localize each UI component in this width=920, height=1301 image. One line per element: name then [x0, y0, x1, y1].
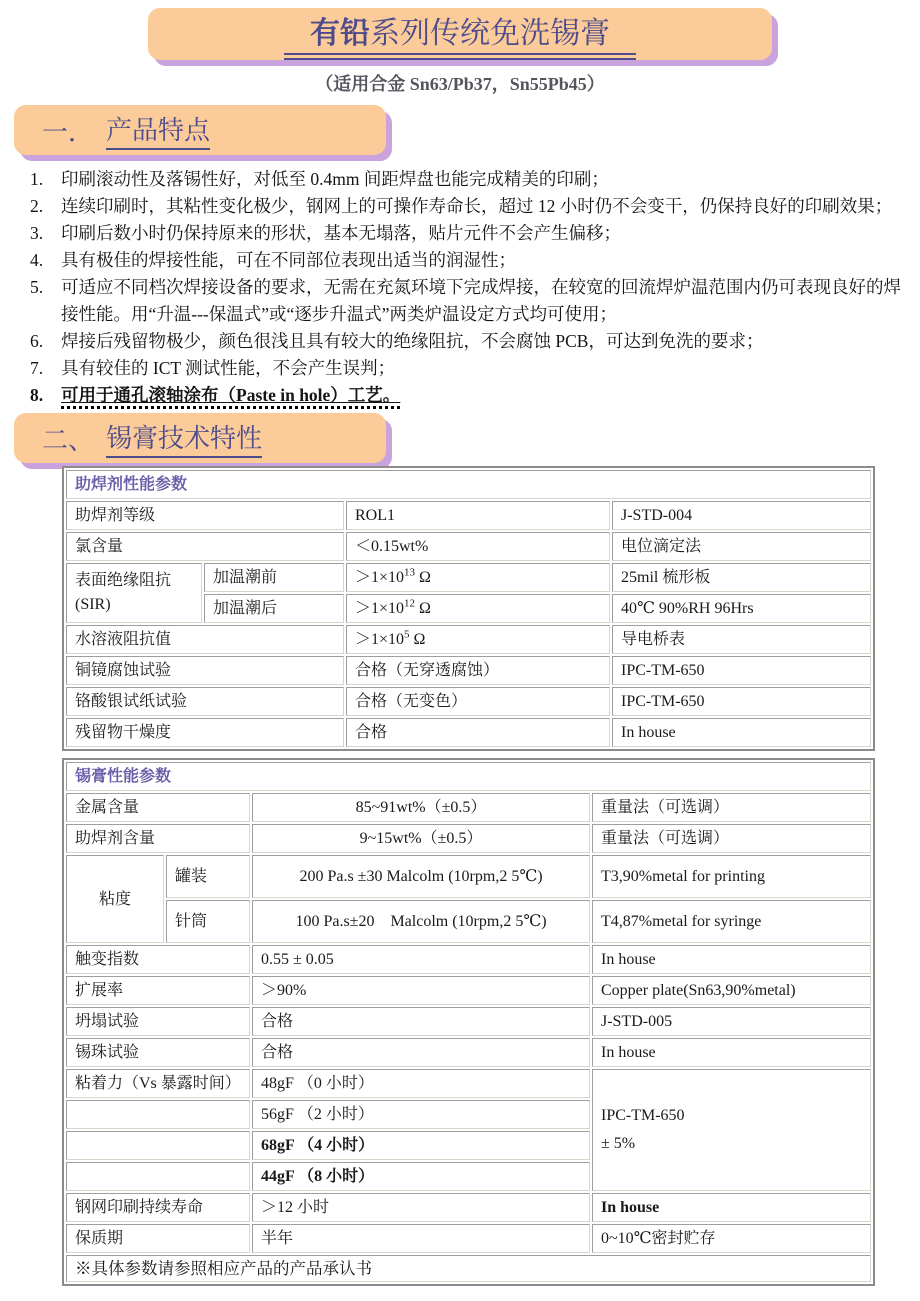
- item-number: 4.: [30, 250, 44, 270]
- cell-method: J-STD-004: [612, 501, 871, 530]
- cell-method: 40℃ 90%RH 96Hrs: [612, 594, 871, 623]
- table-row: [66, 718, 871, 747]
- cell-label: 锡珠试验: [66, 1038, 250, 1067]
- feature-item: [30, 274, 916, 328]
- item-number: 1.: [30, 169, 44, 189]
- item-text: 印刷后数小时仍保持原来的形状，基本无塌落，贴片元件不会产生偏移；: [61, 223, 621, 243]
- table-row: [66, 976, 871, 1005]
- cell-value: 半年: [252, 1224, 590, 1253]
- cell-label: 钢网印刷持续寿命: [66, 1193, 250, 1222]
- cell-method: 电位滴定法: [612, 532, 871, 561]
- cell-method: In house: [592, 1038, 871, 1067]
- cell-label-empty: [66, 1100, 250, 1129]
- section1-heading: 产品特点: [106, 110, 210, 150]
- item-text: 可用于通孔滚轴涂布（Paste in hole）工艺。: [61, 382, 916, 409]
- table-row: [66, 501, 871, 530]
- cell-value: ＞12 小时: [252, 1193, 590, 1222]
- cell-value: 100 Pa.s±20 Malcolm (10rpm,2 5℃): [252, 900, 590, 943]
- table-row: [66, 563, 871, 592]
- table-row: [66, 1038, 871, 1067]
- cell-label: 铬酸银试纸试验: [66, 687, 344, 716]
- cell-method: 25mil 梳形板: [612, 563, 871, 592]
- cell-method: T4,87%metal for syringe: [592, 900, 871, 943]
- table-footnote-row: [66, 1255, 871, 1282]
- item-number: 2.: [30, 196, 44, 216]
- table-row: [66, 687, 871, 716]
- title-banner: [148, 8, 772, 60]
- cell-value: 合格（无穿透腐蚀）: [346, 656, 610, 685]
- footnote: ※具体参数请参照相应产品的产品承认书: [66, 1255, 871, 1282]
- feature-item: [30, 328, 916, 355]
- table-row: [66, 945, 871, 974]
- cell-label: 铜镜腐蚀试验: [66, 656, 344, 685]
- item-number: 7.: [30, 358, 44, 378]
- cell-sublabel: 针筒: [166, 900, 250, 943]
- cell-value: 56gF （2 小时）: [252, 1100, 590, 1129]
- cell-value: 48gF （0 小时）: [252, 1069, 590, 1098]
- cell-label: 粘着力（Vs 暴露时间）: [66, 1069, 250, 1098]
- paste-table: [62, 758, 875, 1286]
- table-row: [66, 532, 871, 561]
- table-row: [66, 656, 871, 685]
- cell-method: In house: [592, 1193, 871, 1222]
- item-number: 8.: [30, 385, 44, 405]
- table-row: [66, 1069, 871, 1098]
- table-header-row: [66, 470, 871, 499]
- cell-method: 导电桥表: [612, 625, 871, 654]
- cell-label: 水溶液阻抗值: [66, 625, 344, 654]
- cell-method: IPC-TM-650: [612, 687, 871, 716]
- cell-label: 保质期: [66, 1224, 250, 1253]
- page-title-rest: 系列传统免洗锡膏: [370, 17, 610, 50]
- cell-value: 44gF （8 小时）: [252, 1162, 590, 1191]
- cell-method: 0~10℃密封贮存: [592, 1224, 871, 1253]
- cell-value: $>1\times 10^{12}$ Ω: [346, 594, 610, 623]
- item-text: 连续印刷时，其粘性变化极少，钢网上的可操作寿命长，超过 12 小时仍不会变干，仍保持良好的印刷效果；: [61, 196, 893, 216]
- cell-method: In house: [592, 945, 871, 974]
- cell-value: $>1\times 10^{13}$ Ω: [346, 563, 610, 592]
- cell-value: ＜0.15wt%: [346, 532, 610, 561]
- cell-value: 合格: [252, 1007, 590, 1036]
- cell-method: J-STD-005: [592, 1007, 871, 1036]
- section1-banner: [14, 105, 386, 155]
- cell-method: In house: [612, 718, 871, 747]
- cell-label: 氯含量: [66, 532, 344, 561]
- page-title: [284, 8, 636, 60]
- feature-item: [30, 220, 916, 247]
- table-row: [66, 824, 871, 853]
- cell-value: 0.55 ± 0.05: [252, 945, 590, 974]
- cell-sublabel: 加温潮前: [204, 563, 344, 592]
- section2-number: 二、: [42, 425, 95, 455]
- section1-number: 一．: [42, 117, 95, 147]
- table-row: [66, 793, 871, 822]
- cell-label: 金属含量: [66, 793, 250, 822]
- feature-item: [30, 166, 916, 193]
- item-number: 5.: [30, 277, 44, 297]
- table-section-title: 助焊剂性能参数: [66, 470, 871, 499]
- feature-item: [30, 382, 916, 409]
- subtitle: （适用合金 Sn63/Pb37，Sn55Pb45）: [315, 74, 605, 94]
- item-number: 6.: [30, 331, 44, 351]
- cell-label-empty: [66, 1131, 250, 1160]
- cell-label: 粘度: [66, 855, 164, 943]
- cell-label-empty: [66, 1162, 250, 1191]
- cell-label: 助焊剂含量: [66, 824, 250, 853]
- cell-value: ＞90%: [252, 976, 590, 1005]
- cell-method: IPC-TM-650: [612, 656, 871, 685]
- flux-table: [62, 466, 875, 751]
- table-section-title: 锡膏性能参数: [66, 762, 871, 791]
- item-text: 具有较佳的 ICT 测试性能，不会产生误判；: [61, 358, 396, 378]
- cell-label: 表面绝缘阻抗 (SIR): [66, 563, 202, 623]
- cell-value: 9~15wt%（±0.5）: [252, 824, 590, 853]
- item-text: 可适应不同档次焊接设备的要求，无需在充氮环境下完成焊接，在较宽的回流焊炉温范围内仍可表现良好的焊接性能。用“升温---保温式”或“逐步升温式”两类炉温设定方式均可使用；: [61, 277, 901, 324]
- cell-value: 合格: [252, 1038, 590, 1067]
- cell-value: 85~91wt%（±0.5）: [252, 793, 590, 822]
- cell-value: ROL1: [346, 501, 610, 530]
- section2-banner: [14, 413, 386, 463]
- cell-value: $>1\times 10^5$ Ω: [346, 625, 610, 654]
- table-row: [66, 900, 871, 943]
- table-header-row: [66, 762, 871, 791]
- cell-method: IPC-TM-650 ± 5%: [592, 1069, 871, 1191]
- cell-method: 重量法（可选调）: [592, 793, 871, 822]
- table-row: [66, 1224, 871, 1253]
- cell-value: 200 Pa.s ±30 Malcolm (10rpm,2 5℃): [252, 855, 590, 898]
- item-number: 3.: [30, 223, 44, 243]
- feature-item: [30, 193, 916, 220]
- cell-label: 残留物干燥度: [66, 718, 344, 747]
- item-text: 焊接后残留物极少，颜色很浅且具有较大的绝缘阻抗，不会腐蚀 PCB，可达到免洗的要求；: [61, 331, 764, 351]
- table-row: [66, 1193, 871, 1222]
- cell-method: T3,90%metal for printing: [592, 855, 871, 898]
- cell-label: 触变指数: [66, 945, 250, 974]
- table-row: [66, 855, 871, 898]
- item-text: 印刷滚动性及落锡性好，对低至 0.4mm 间距焊盘也能完成精美的印刷；: [61, 169, 609, 189]
- cell-method: 重量法（可选调）: [592, 824, 871, 853]
- cell-value: 合格: [346, 718, 610, 747]
- item-text: 具有极佳的焊接性能，可在不同部位表现出适当的润湿性；: [61, 250, 516, 270]
- cell-method: Copper plate(Sn63,90%metal): [592, 976, 871, 1005]
- cell-label: 坍塌试验: [66, 1007, 250, 1036]
- cell-sublabel: 加温潮后: [204, 594, 344, 623]
- table-row: [66, 625, 871, 654]
- cell-label: 扩展率: [66, 976, 250, 1005]
- feature-list: [30, 166, 916, 409]
- cell-label: 助焊剂等级: [66, 501, 344, 530]
- feature-item: [30, 247, 916, 274]
- cell-value: 合格（无变色）: [346, 687, 610, 716]
- page-title-bold: 有铅: [310, 17, 370, 50]
- table-row: [66, 1007, 871, 1036]
- section2-heading: 锡膏技术特性: [106, 418, 262, 458]
- feature-item: [30, 355, 916, 382]
- cell-value: 68gF （4 小时）: [252, 1131, 590, 1160]
- cell-sublabel: 罐装: [166, 855, 250, 898]
